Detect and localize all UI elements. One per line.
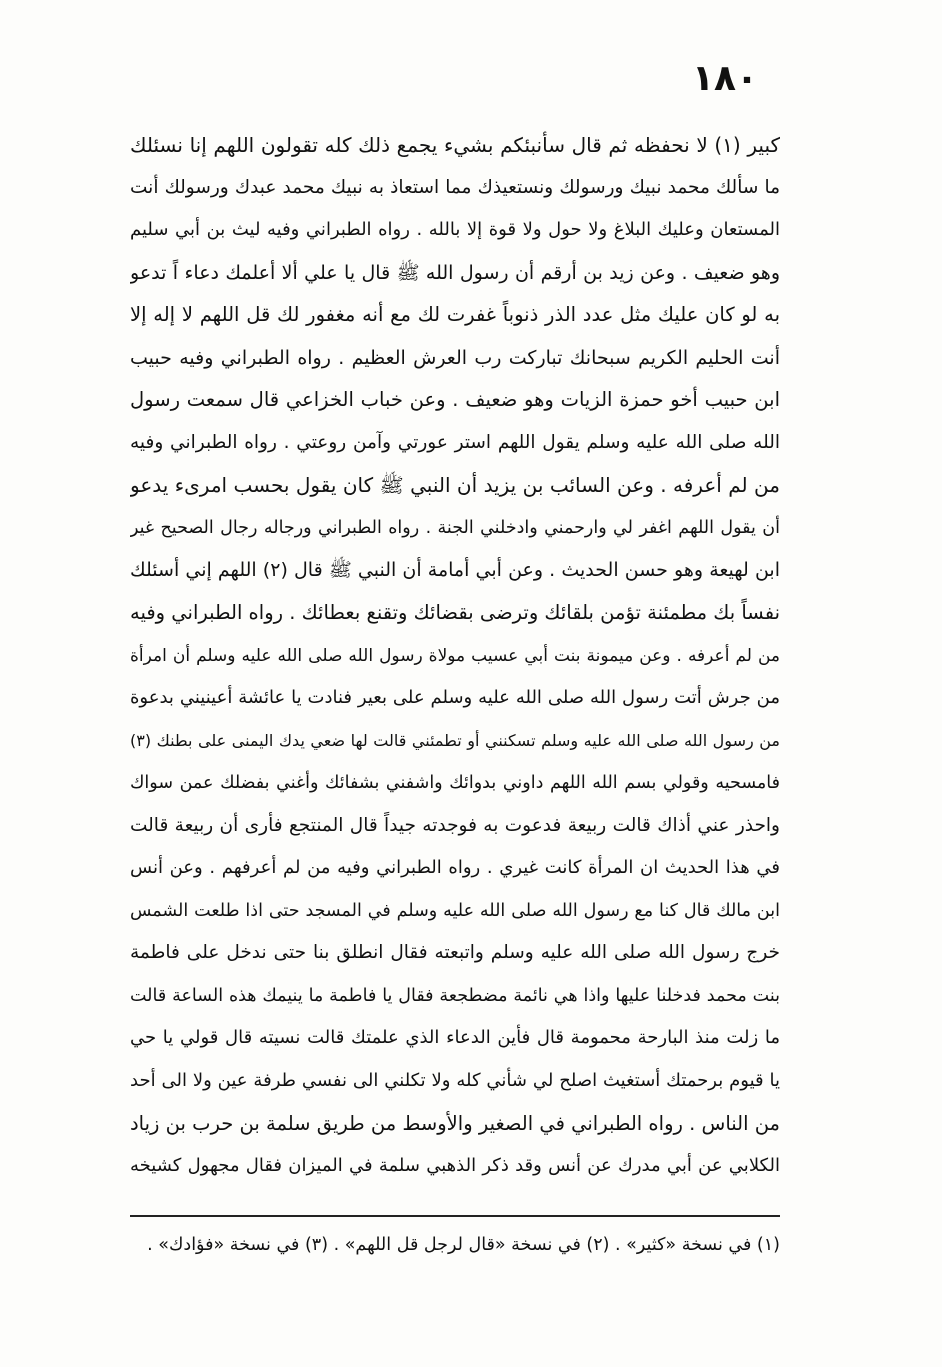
footnote-divider bbox=[130, 1215, 780, 1217]
text-line: الله صلى الله عليه وسلم يقول اللهم استر عورتي وآمن روعتي . رواه الطبراني وفيه bbox=[130, 431, 780, 453]
text-line: بنت محمد فدخلنا عليها واذا هي نائمة مضطجعة فقال يا فاطمة ما ينيمك هذه الساعة قالت bbox=[130, 985, 780, 1006]
text-line: من رسول الله صلى الله عليه وسلم تسكنني أو تطمئني قالت لها ضعي يدك اليمنى على بطنك (٣) bbox=[130, 730, 780, 750]
text-line: أنت الحليم الكريم سبحانك تباركت رب العرش العظيم . رواه الطبراني وفيه حبيب bbox=[130, 346, 780, 369]
text-line: ما سألك محمد نبيك ورسولك ونستعيذك مما استعاذ به نبيك محمد عبدك ورسولك أنت bbox=[130, 176, 780, 198]
text-line: نفساً بك مطمئنة تؤمن بلقائك وترضى بقضائك وتقنع بعطائك . رواه الطبراني وفيه bbox=[130, 601, 780, 625]
text-line: به لو كان عليك مثل عدد الذر ذنوباً غفرت لك مع أنه مغفور لك قل اللهم لا إله إلا bbox=[130, 303, 780, 327]
text-line: ابن مالك قال كنا مع رسول الله صلى الله عليه وسلم في المسجد حتى اذا طلعت الشمس bbox=[130, 900, 780, 921]
text-line: وهو ضعيف . وعن زيد بن أرقم أن رسول الله ﷺ قال يا علي ألا أعلمك دعاء اً تدعو bbox=[130, 261, 780, 284]
text-line: من جرش أتت رسول الله صلى الله عليه وسلم على بعير فنادت يا عائشة أعينيني بدعوة bbox=[130, 687, 780, 709]
text-line: ابن حبيب أخو حمزة الزيات وهو ضعيف . وعن خباب الخزاعي قال سمعت رسول bbox=[130, 388, 780, 412]
text-line: في هذا الحديث ان المرأة كانت غيري . رواه الطبراني وفيه من لم أعرفهم . وعن أنس bbox=[130, 857, 780, 879]
text-line: ابن لهيعة وهو حسن الحديث . وعن أبي أمامة أن النبي ﷺ قال (٢) اللهم إني أسئلك bbox=[130, 559, 780, 582]
text-line: المستعان وعليك البلاغ ولا حول ولا قوة إلا بالله . رواه الطبراني وفيه ليث بن أبي سليم bbox=[130, 219, 780, 241]
page-number: ١٨٠ bbox=[692, 58, 758, 99]
text-line: كبير (١) لا نحفظه ثم قال سأنبئكم بشيء يجمع ذلك كله تقولون اللهم إنا نسئلك bbox=[130, 133, 780, 157]
text-line: يا قيوم برحمتك أستغيث اصلح لي شأني كله ولا تكلني الى نفسي طرفة عين ولا الى أحد bbox=[130, 1070, 780, 1092]
page-body bbox=[130, 124, 780, 1188]
text-line: أن يقول اللهم اغفر لي وارحمني وادخلني الجنة . رواه الطبراني ورجاله رجال الصحيح غير bbox=[130, 517, 780, 538]
footnotes: (١) في نسخة «كثير» . (٢) في نسخة «قال لرجل قل اللهم» . (٣) في نسخة «فؤادك» . bbox=[147, 1235, 780, 1255]
text-line: خرج رسول الله صلى الله عليه وسلم واتبعته فقال انطلق بنا حتى ندخل على فاطمة bbox=[130, 942, 780, 964]
text-line: من لم أعرفه . وعن السائب بن يزيد أن النبي ﷺ كان يقول بحسب امرىء يدعو bbox=[130, 473, 780, 498]
text-line: واحذر عني أذاك قالت ربيعة فدعوت به فوجدته جيداً قال المنتجع فأرى أن ربيعة قالت bbox=[130, 814, 780, 836]
text-line: من لم أعرفه . وعن ميمونة بنت أبي عسيب مولاة رسول الله صلى الله عليه وسلم أن امرأة bbox=[130, 645, 780, 666]
text-line: من الناس . رواه الطبراني في الصغير والأوسط من طريق سلمة بن حرب بن زياد bbox=[130, 1111, 780, 1135]
text-line: فامسحيه وقولي بسم الله اللهم داوني بدوائك واشفني بشفائك وأغني بفضلك عمن سواك bbox=[130, 773, 780, 794]
text-line: الكلابي عن أبي مدرك عن أنس وقد ذكر الذهبي سلمة في الميزان فقال مجهول كشيخه bbox=[130, 1155, 780, 1177]
text-line: ما زلت منذ البارحة محمومة قال فأين الدعاء الذي علمتك قالت نسيته قال قولي يا حي bbox=[130, 1027, 780, 1049]
